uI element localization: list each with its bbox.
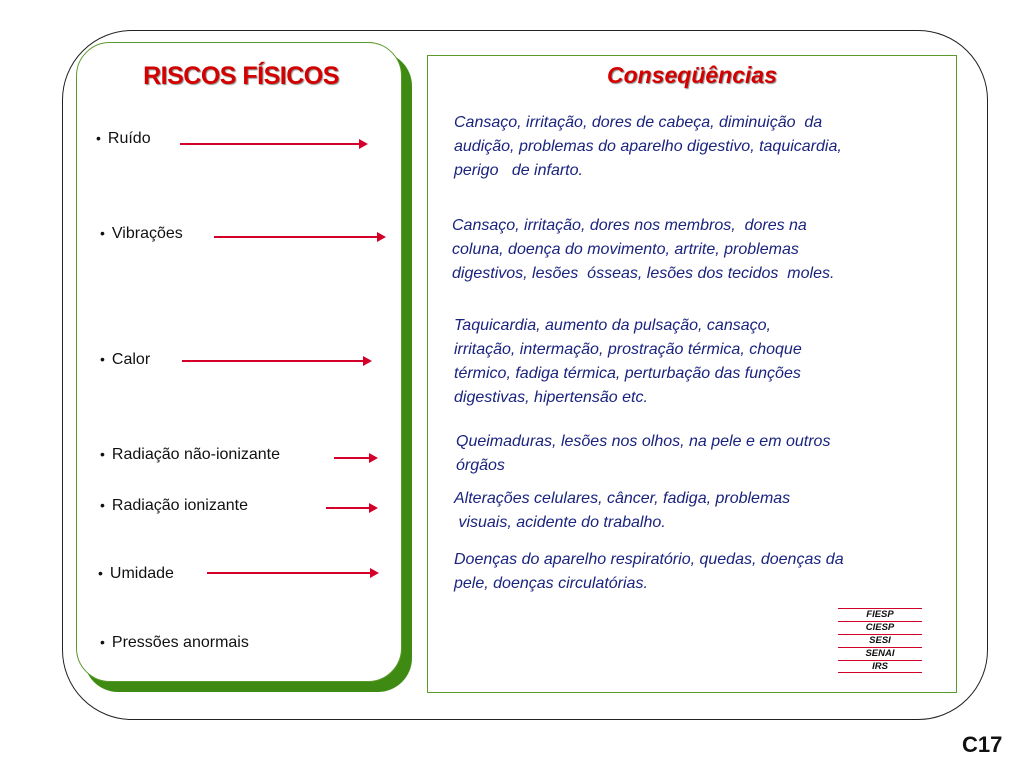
- logo-line: SENAI: [838, 647, 922, 660]
- bullet-icon: •: [100, 351, 105, 367]
- risk-item-vibracoes: • Vibrações: [100, 225, 183, 242]
- arrow-icon: [182, 356, 372, 366]
- risk-item-radiacao-nao-ionizante: • Radiação não-ionizante: [100, 446, 281, 463]
- consequence-ruido: Cansaço, irritação, dores de cabeça, diminuição da audição, problemas do aparelho digestivo, taquicardia, perigo de infarto.: [454, 114, 842, 179]
- consequence-calor: Taquicardia, aumento da pulsação, cansaço, irritação, intermação, prostração térmica, choque térmico, fadiga térmica, perturbação das funções digestivas, hipertensão etc.: [454, 317, 802, 406]
- logo-line: FIESP: [838, 608, 922, 621]
- bullet-icon: •: [100, 497, 105, 513]
- risks-title: RISCOS FÍSICOS: [143, 62, 339, 90]
- consequences-title: Conseqüências: [607, 62, 777, 88]
- bullet-icon: •: [98, 565, 103, 581]
- arrow-icon: [334, 453, 378, 463]
- slide-code: C17: [962, 732, 1003, 757]
- logo-line: SESI: [838, 634, 922, 647]
- arrow-icon: [207, 568, 379, 578]
- consequence-radiacao-nao-ionizante: Queimaduras, lesões nos olhos, na pele e em outros órgãos: [456, 433, 831, 474]
- bullet-icon: •: [96, 130, 101, 146]
- arrow-icon: [180, 139, 368, 149]
- arrow-icon: [214, 232, 386, 242]
- risk-item-calor: • Calor: [100, 351, 151, 368]
- consequence-radiacao-ionizante: Alterações celulares, câncer, fadiga, problemas visuais, acidente do trabalho.: [454, 490, 791, 531]
- logo-line: CIESP: [838, 621, 922, 634]
- logo-line: IRS: [838, 660, 922, 673]
- bullet-icon: •: [100, 225, 105, 241]
- consequence-umidade: Doenças do aparelho respiratório, quedas, doenças da pele, doenças circulatórias.: [454, 551, 844, 592]
- bullet-icon: •: [100, 634, 105, 650]
- risk-item-radiacao-ionizante: • Radiação ionizante: [100, 497, 248, 514]
- risk-item-pressoes-anormais: • Pressões anormais: [100, 634, 249, 651]
- arrow-icon: [326, 503, 378, 513]
- risk-item-ruido: • Ruído: [96, 130, 151, 147]
- consequence-vibracoes: Cansaço, irritação, dores nos membros, dores na coluna, doença do movimento, artrite, problemas digestivos, lesões ósseas, lesões dos tecidos moles.: [452, 217, 835, 282]
- fiesp-logo: [838, 608, 922, 673]
- bullet-icon: •: [100, 446, 105, 462]
- risk-item-umidade: • Umidade: [98, 565, 174, 582]
